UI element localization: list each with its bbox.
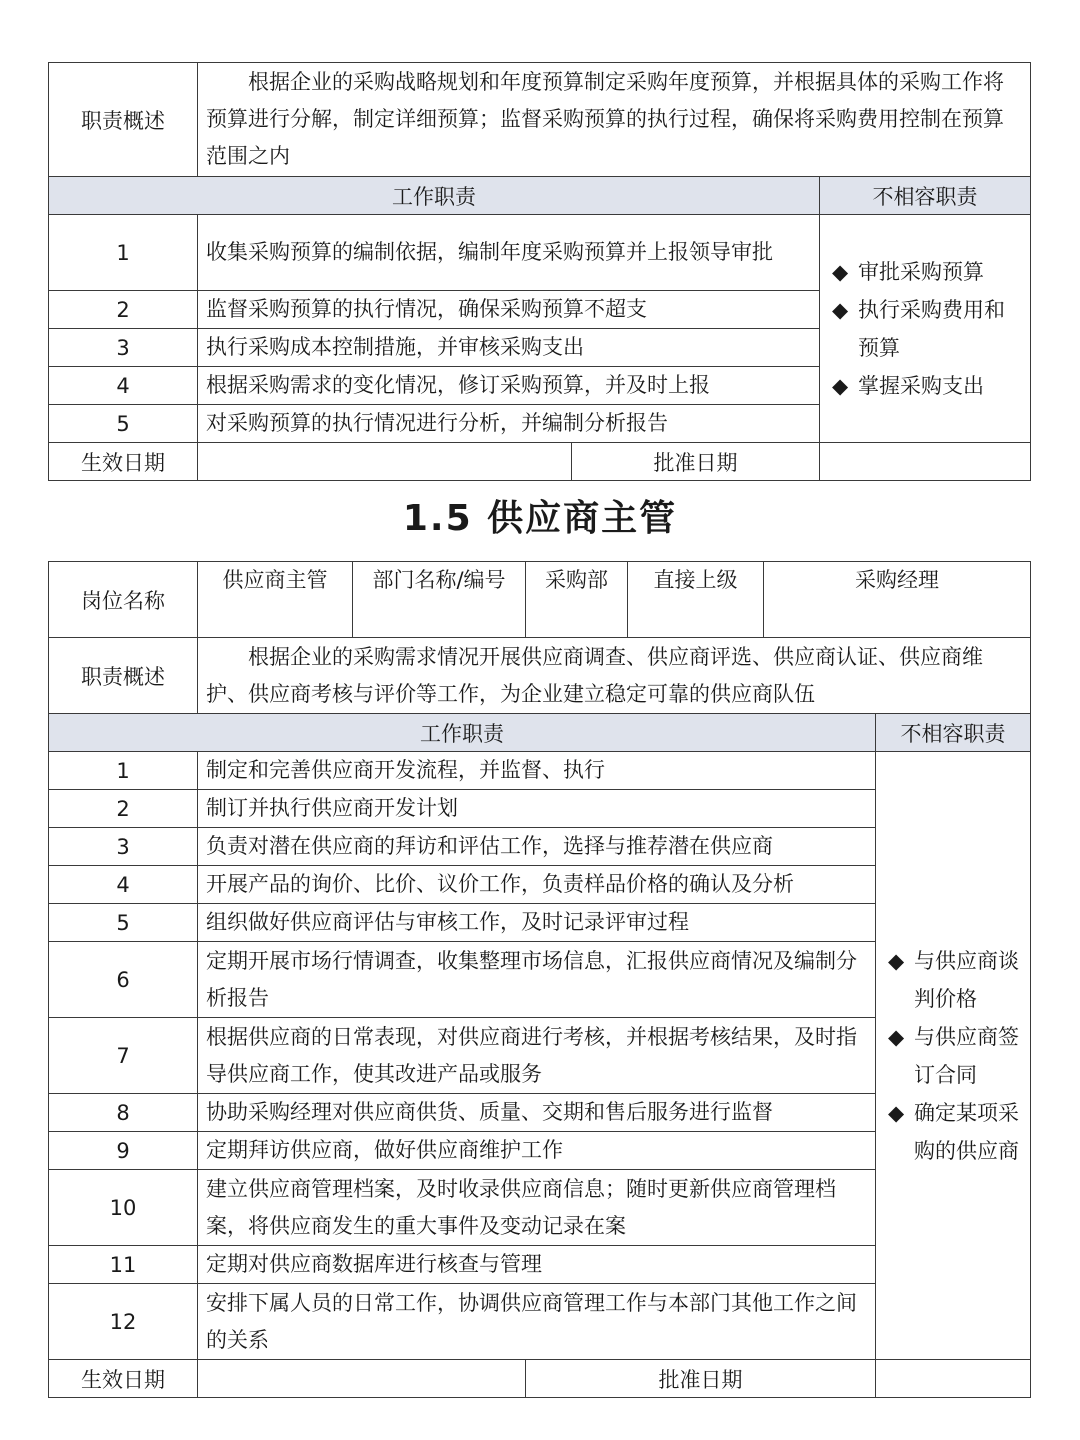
approval-date-label: 批准日期 [572,443,820,481]
duty-text: 制订并执行供应商开发计划 [198,790,876,828]
incompat-header: 不相容职责 [876,714,1031,752]
duty-text: 定期对供应商数据库进行核查与管理 [198,1246,876,1284]
approval-date-value[interactable] [820,443,1031,481]
position-value: 供应商主管 [198,562,353,638]
duty-number: 1 [49,752,198,790]
duty-number: 9 [49,1132,198,1170]
effective-date-value[interactable] [198,443,572,481]
section-heading: 1.5 供应商主管 [402,498,678,539]
duty-text: 开展产品的询价、比价、议价工作，负责样品价格的确认及分析 [198,866,876,904]
effective-date-label: 生效日期 [49,443,198,481]
dept-label: 部门名称/编号 [353,562,526,638]
duties-header: 工作职责 [49,177,820,215]
duty-number: 2 [49,790,198,828]
duty-number: 4 [49,866,198,904]
duty-text: 负责对潜在供应商的拜访和评估工作，选择与推荐潜在供应商 [198,828,876,866]
diamond-bullet-icon: ◆ [832,298,849,322]
diamond-bullet-icon: ◆ [832,374,849,398]
diamond-bullet-icon: ◆ [832,260,849,284]
diamond-bullet-icon: ◆ [888,949,905,973]
duty-text: 收集采购预算的编制依据，编制年度采购预算并上报领导审批 [198,215,820,291]
duty-number: 12 [49,1284,198,1360]
duty-text: 建立供应商管理档案，及时收录供应商信息；随时更新供应商管理档案，将供应商发生的重大事件及变动记录在案 [198,1170,876,1246]
incompat-item: ◆ 审批采购预算 [828,253,1022,291]
summary-label: 职责概述 [49,638,198,714]
duty-text: 根据采购需求的变化情况，修订采购预算，并及时上报 [198,367,820,405]
duties-header: 工作职责 [49,714,876,752]
summary-text: 根据企业的采购战略规划和年度预算制定采购年度预算，并根据具体的采购工作将预算进行分解，制定详细预算；监督采购预算的执行过程，确保将采购费用控制在预算范围之内 [198,63,1031,177]
duty-number: 8 [49,1094,198,1132]
duty-text: 监督采购预算的执行情况，确保采购预算不超支 [198,291,820,329]
duty-number: 4 [49,367,198,405]
superior-label: 直接上级 [628,562,764,638]
incompat-item: ◆ 与供应商谈判价格 [884,942,1022,1018]
duty-number: 2 [49,291,198,329]
duty-number: 6 [49,942,198,1018]
approval-date-value[interactable] [876,1360,1031,1398]
duty-text: 定期开展市场行情调查，收集整理市场信息，汇报供应商情况及编制分析报告 [198,942,876,1018]
summary-text: 根据企业的采购需求情况开展供应商调查、供应商评选、供应商认证、供应商维护、供应商考核与评价等工作，为企业建立稳定可靠的供应商队伍 [198,638,1031,714]
duty-number: 10 [49,1170,198,1246]
duty-number: 5 [49,904,198,942]
duty-number: 11 [49,1246,198,1284]
duty-text: 安排下属人员的日常工作，协调供应商管理工作与本部门其他工作之间的关系 [198,1284,876,1360]
duty-number: 5 [49,405,198,443]
duty-text: 对采购预算的执行情况进行分析，并编制分析报告 [198,405,820,443]
supplier-manager-table [48,561,1031,1398]
effective-date-label: 生效日期 [49,1360,198,1398]
incompat-item: ◆ 确定某项采购的供应商 [884,1094,1022,1170]
approval-date-label: 批准日期 [526,1360,876,1398]
budget-duty-table [48,62,1031,481]
diamond-bullet-icon: ◆ [888,1025,905,1049]
diamond-bullet-icon: ◆ [888,1101,905,1125]
duty-number: 3 [49,828,198,866]
duty-text: 执行采购成本控制措施，并审核采购支出 [198,329,820,367]
duty-number: 3 [49,329,198,367]
superior-value: 采购经理 [764,562,1031,638]
duty-text: 协助采购经理对供应商供货、质量、交期和售后服务进行监督 [198,1094,876,1132]
incompat-list [820,215,1031,443]
duty-text: 制定和完善供应商开发流程，并监督、执行 [198,752,876,790]
duty-number: 7 [49,1018,198,1094]
position-label: 岗位名称 [49,562,198,638]
dept-value: 采购部 [526,562,628,638]
incompat-header: 不相容职责 [820,177,1031,215]
summary-label: 职责概述 [49,63,198,177]
incompat-item: ◆ 与供应商签订合同 [884,1018,1022,1094]
duty-text: 定期拜访供应商，做好供应商维护工作 [198,1132,876,1170]
duty-text: 根据供应商的日常表现，对供应商进行考核，并根据考核结果，及时指导供应商工作，使其改进产品或服务 [198,1018,876,1094]
duty-number: 1 [49,215,198,291]
incompat-list [876,752,1031,1360]
effective-date-value[interactable] [198,1360,526,1398]
incompat-item: ◆ 掌握采购支出 [828,367,1022,405]
duty-text: 组织做好供应商评估与审核工作，及时记录评审过程 [198,904,876,942]
incompat-item: ◆ 执行采购费用和预算 [828,291,1022,367]
